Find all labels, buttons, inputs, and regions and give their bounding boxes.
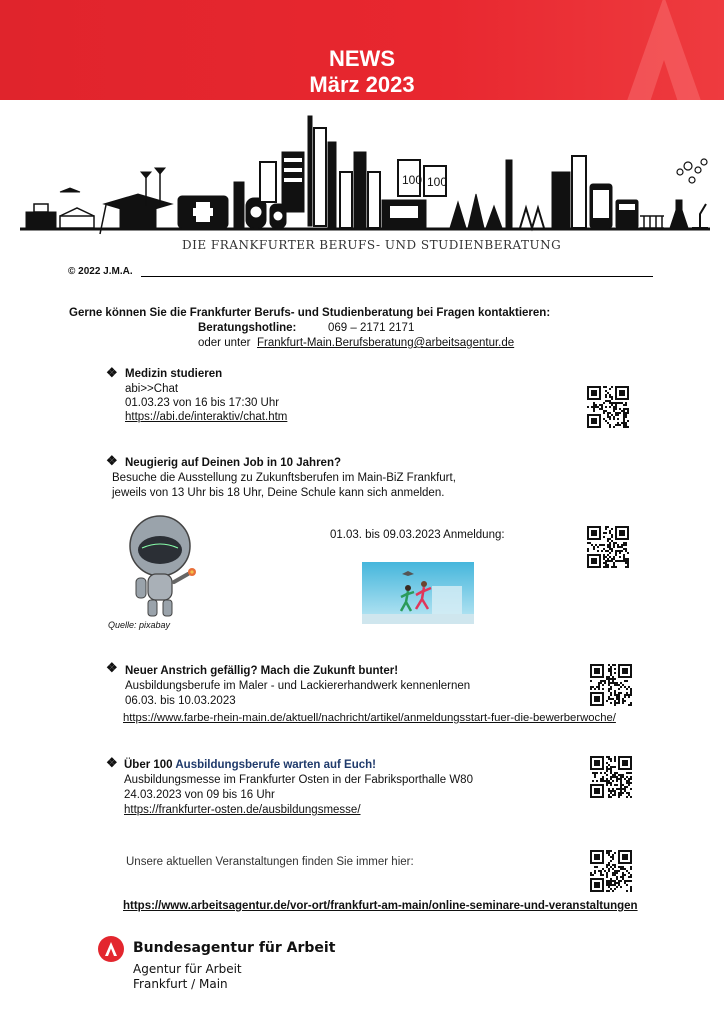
event-4-line-1: Ausbildungsmesse im Frankfurter Osten in der Fabriksporthalle W80 xyxy=(124,774,473,786)
header-title: NEWS xyxy=(329,46,395,71)
event-2-line-1: Besuche die Ausstellung zu Zukunftsberufen im Main-BiZ Frankfurt, xyxy=(112,472,456,484)
email-prefix: oder unter xyxy=(198,337,251,349)
qr-code-icon[interactable] xyxy=(590,850,632,892)
event-1-link[interactable]: https://abi.de/interaktiv/chat.htm xyxy=(125,411,288,423)
ba-logo-icon xyxy=(98,936,124,962)
event-4-line-2: 24.03.2023 von 09 bis 16 Uhr xyxy=(124,789,275,801)
qr-code-icon[interactable] xyxy=(587,526,629,568)
ba-logo-line-2: Frankfurt / Main xyxy=(133,977,228,991)
hotline-label: Beratungshotline: xyxy=(198,322,297,334)
header-banner xyxy=(0,0,724,100)
ba-logo-name: Bundesagentur für Arbeit xyxy=(133,940,336,956)
event-2-title: Neugierig auf Deinen Job in 10 Jahren? xyxy=(125,457,341,469)
event-1-line-1: abi>>Chat xyxy=(125,383,179,395)
bullet-diamond-icon: ❖ xyxy=(106,453,118,468)
event-3-title: Neuer Anstrich gefällig? Mach die Zukunft bunter! xyxy=(125,665,399,677)
bullet-diamond-icon: ❖ xyxy=(106,365,118,380)
email-link[interactable]: Frankfurt-Main.Berufsberatung@arbeitsagentur.de xyxy=(257,337,515,349)
contact-intro: Gerne können Sie die Frankfurter Berufs- und Studienberatung bei Fragen kontaktieren: xyxy=(69,307,551,319)
frankfurt-skyline-illustration xyxy=(20,112,710,240)
event-1-line-2: 01.03.23 von 16 bis 17:30 Uhr xyxy=(125,397,280,409)
header-divider xyxy=(141,276,653,277)
qr-code-icon[interactable] xyxy=(590,756,632,798)
footer-link[interactable]: https://www.arbeitsagentur.de/vor-ort/frankfurt-am-main/online-seminare-und-veranstaltungen xyxy=(123,900,638,912)
event-4-title-prefix: Über 100 xyxy=(124,759,176,771)
qr-code-icon[interactable] xyxy=(590,664,632,706)
bullet-diamond-icon: ❖ xyxy=(106,660,118,675)
event-1-title: Medizin studieren xyxy=(125,368,223,380)
skyline-caption: DIE FRANKFURTER BERUFS- UND STUDIENBERATUNG xyxy=(182,238,562,252)
header-subtitle: März 2023 xyxy=(309,72,415,97)
running-children-photo xyxy=(362,562,474,624)
robot-illustration xyxy=(118,512,208,620)
event-3-link[interactable]: https://www.farbe-rhein-main.de/aktuell/nachricht/artikel/anmeldungsstart-fuer-die-bewerberwoche/ xyxy=(123,712,616,724)
ba-logo-line-1: Agentur für Arbeit xyxy=(133,962,242,976)
copyright-text: © 2022 J.M.A. xyxy=(68,266,133,277)
bullet-diamond-icon: ❖ xyxy=(106,755,118,770)
event-2-registration: 01.03. bis 09.03.2023 Anmeldung: xyxy=(330,529,505,541)
qr-code-icon[interactable] xyxy=(587,386,629,428)
event-2-line-2: jeweils von 13 Uhr bis 18 Uhr, Deine Schule kann sich anmelden. xyxy=(112,487,445,499)
hotline-number: 069 – 2171 2171 xyxy=(328,322,415,334)
event-3-line-2: 06.03. bis 10.03.2023 xyxy=(125,695,236,707)
svg-text:100: 100 xyxy=(402,173,423,187)
event-4-title xyxy=(124,758,376,773)
footer-note: Unsere aktuellen Veranstaltungen finden Sie immer hier: xyxy=(126,856,414,868)
svg-text:100: 100 xyxy=(427,175,448,189)
image-source-caption: Quelle: pixabay xyxy=(108,620,171,630)
event-4-link[interactable]: https://frankfurter-osten.de/ausbildungsmesse/ xyxy=(124,804,361,816)
event-4-title-highlight: Ausbildungsberufe warten auf Euch! xyxy=(175,759,376,771)
event-3-line-1: Ausbildungsberufe im Maler - und Lackiererhandwerk kennenlernen xyxy=(125,680,471,692)
